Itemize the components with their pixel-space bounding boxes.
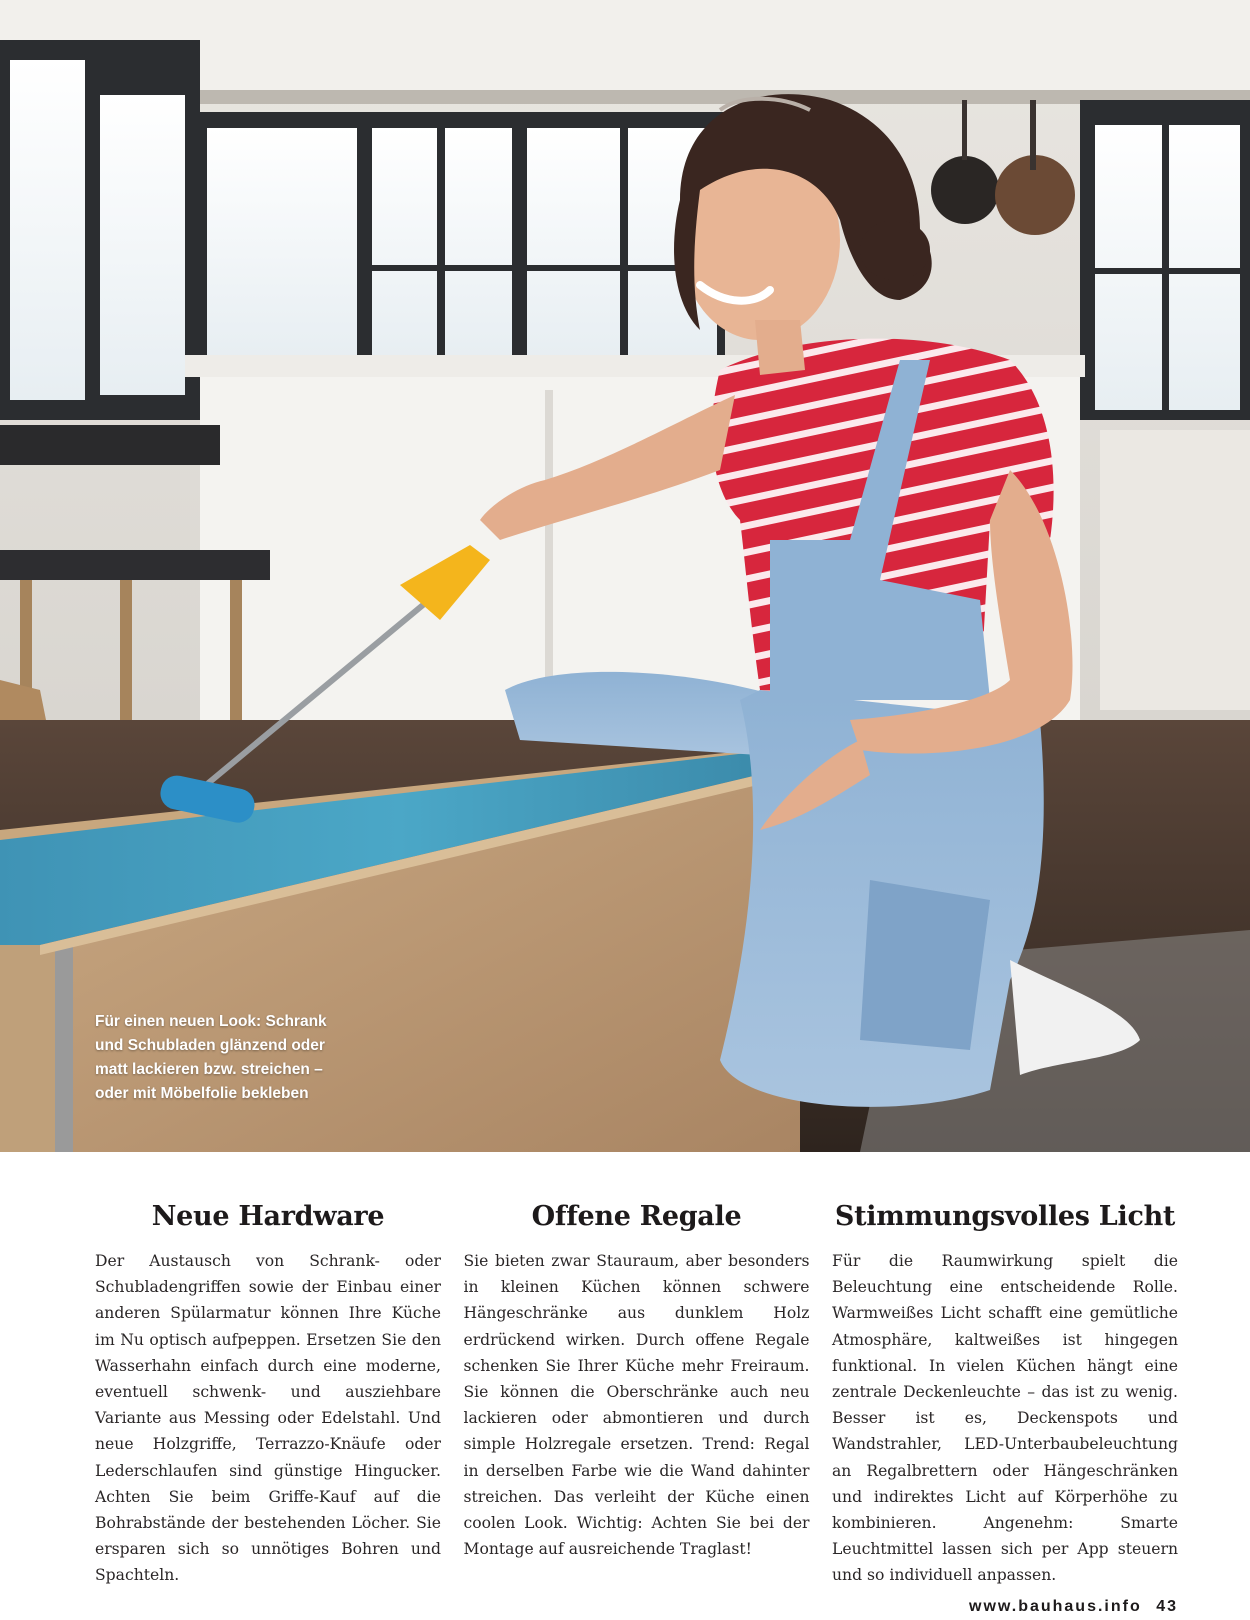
website-link[interactable]: www.bauhaus.info (969, 1598, 1142, 1615)
section-heading: Stimmungsvolles Licht (834, 1201, 1176, 1232)
section-body: Der Austausch von Schrank- oder Schubladengriffen sowie der Einbau einer anderen Spülarmatur können Ihre Küche im Nu optisch aufpeppen. Ersetzen Sie den Wasserhahn einfach durch eine moderne, eventuell schwenk- und ausziehbare Variante aus Messing oder Edelstahl. Und neue Holzgriffe, Terrazzo-Knäufe oder Lederschlaufen sind günstige Hingucker. Achten Sie beim Griffe-Kauf auf die Bohrabstände der bestehenden Löcher. Sie ersparen sich so unnötiges Bohren und Spachteln. (95, 1252, 441, 1585)
section-body: Für die Raumwirkung spielt die Beleuchtung eine entscheidende Rolle. Warmweißes Licht schafft eine gemütliche Atmosphäre, kaltweißes ist hingegen funktional. In vielen Küchen hängt eine zentrale Deckenleuchte – das ist zu wenig. Besser ist es, Deckenspots und Wandstrahler, LED-Unterbaubeleuchtung an Regalbrettern oder Hängeschränken und indirektes Licht auf Körperhöhe zu kombinieren. Angenehm: Smarte Leuchtmittel lassen sich per App steuern und so individuell anpassen. (832, 1252, 1178, 1585)
article-columns (95, 1200, 1178, 1589)
section-heading: Offene Regale (531, 1201, 742, 1232)
photo-caption: Für einen neuen Look: Schrank und Schubladen glänzend oder matt lackieren bzw. streichen – oder mit Möbelfolie bekleben (95, 1013, 327, 1102)
page-number: 43 (1156, 1598, 1178, 1615)
column-offene-regale (464, 1200, 810, 1589)
column-stimmungsvolles-licht (832, 1200, 1178, 1589)
section-heading: Neue Hardware (151, 1201, 385, 1232)
column-neue-hardware (95, 1200, 441, 1589)
page-footer (969, 1598, 1178, 1616)
section-body: Sie bieten zwar Stauraum, aber besonders in kleinen Küchen können schwere Hängeschränke aus dunklem Holz erdrückend wirken. Durch offene Regale schenken Sie Ihrer Küche mehr Freiraum. Sie können die Oberschränke auch neu lackieren oder abmontieren und durch simple Holzregale ersetzen. Trend: Regal in derselben Farbe wie die Wand dahinter streichen. Das verleiht der Küche einen coolen Look. Wichtig: Achten Sie bei der Montage auf ausreichende Traglast! (463, 1252, 810, 1559)
